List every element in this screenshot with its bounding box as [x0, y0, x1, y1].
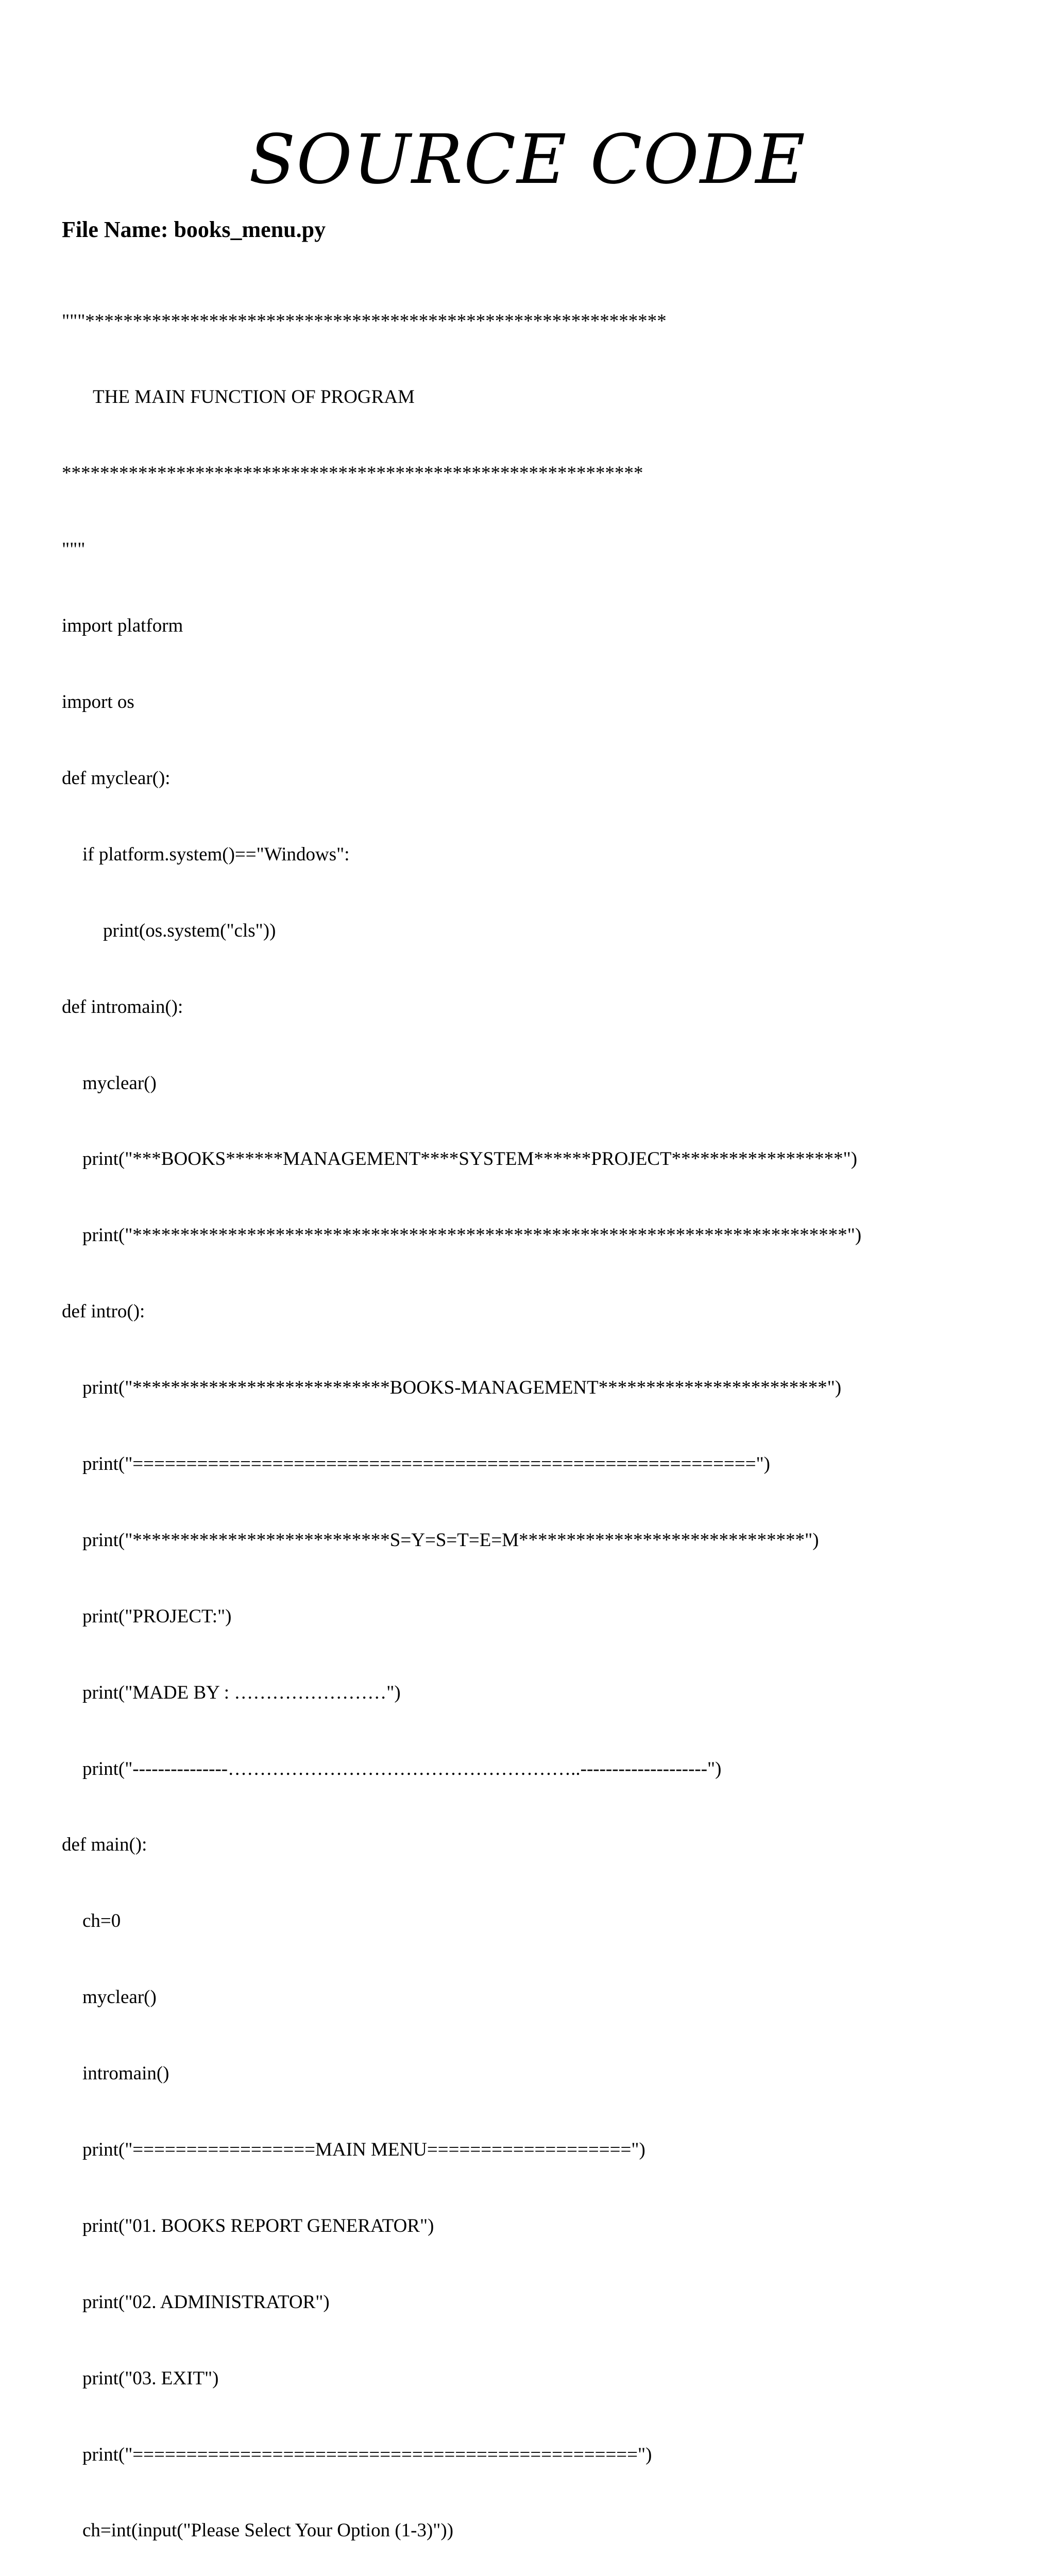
code-line: print("02. ADMINISTRATOR") [82, 2291, 330, 2313]
code-line: """************************************************************* [62, 310, 667, 332]
code-line: print("01. BOOKS REPORT GENERATOR") [82, 2215, 434, 2236]
code-line: print("PROJECT:") [82, 1605, 232, 1627]
code-line: intromain() [82, 2063, 169, 2084]
code-line: myclear() [82, 1987, 157, 2008]
code-line: def intromain(): [62, 996, 183, 1018]
code-block [62, 258, 1030, 2576]
code-line: ch=int(input("Please Select Your Option (1-3)")) [82, 2520, 454, 2541]
page-title: SOURCE CODE [249, 120, 806, 199]
code-line: print("***BOOKS******MANAGEMENT****SYSTEM******PROJECT******************") [82, 1148, 858, 1170]
code-line: if platform.system()=="Windows": [82, 843, 350, 865]
code-line: print("***************************S=Y=S=T=E=M******************************") [82, 1529, 819, 1551]
code-line: def main(): [62, 1834, 147, 1856]
code-line: print("==========================================================") [82, 1453, 770, 1475]
file-name-label: File Name: books_menu.py [62, 217, 326, 242]
code-line: print(os.system("cls")) [103, 920, 276, 941]
code-line: print("***************************BOOKS-MANAGEMENT************************") [82, 1377, 842, 1399]
code-line: print("=================MAIN MENU===================") [82, 2139, 645, 2160]
code-line: print("03. EXIT") [82, 2367, 219, 2389]
code-line: print("MADE BY : ……………………") [82, 1682, 401, 1703]
code-line: def intro(): [62, 1301, 145, 1323]
code-line: """ [62, 539, 86, 561]
code-line: THE MAIN FUNCTION OF PROGRAM [93, 386, 415, 408]
code-line: print("***************************************************************************") [82, 1225, 862, 1246]
code-line: ch=0 [82, 1910, 121, 1932]
code-line: import platform [62, 615, 183, 637]
code-line: ************************************************************* [62, 463, 643, 484]
code-line: myclear() [82, 1072, 157, 1094]
code-line: print("===============================================") [82, 2444, 652, 2465]
code-line: def myclear(): [62, 767, 171, 789]
code-line: print("---------------………………………………………………..--------------------") [82, 1758, 722, 1780]
code-line: import os [62, 691, 134, 713]
